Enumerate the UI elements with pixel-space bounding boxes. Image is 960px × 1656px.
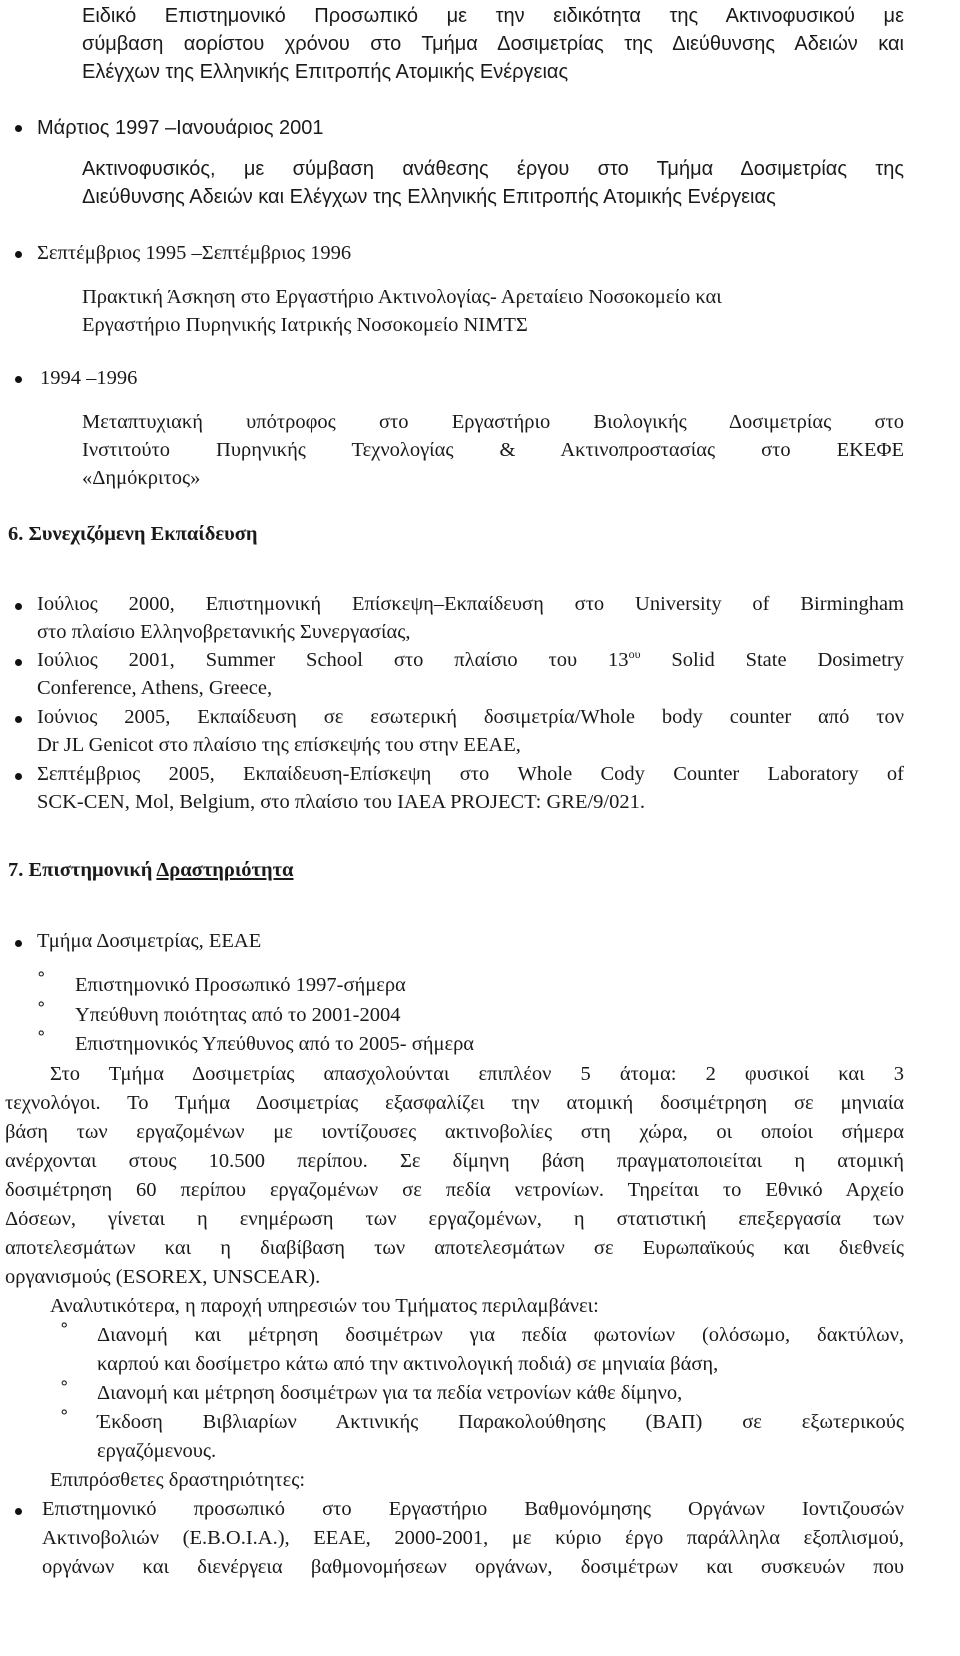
extra-intro: Επιπρόσθετες δραστηριότητες: [50,1469,306,1491]
paragraph-line-1: Στο Τμήμα Δοσιμετρίας απασχολούνται επιπλέον 5 άτομα: 2 φυσικοί και 3 [50,1063,904,1085]
bullet-icon [15,603,22,610]
section-6-title: Συνεχιζόμενη Εκπαίδευση [28,523,258,545]
paragraph-line-6: Δόσεων, γίνεται η ενημέρωση των εργαζομένων, η στατιστική επεξεργασία των [5,1208,904,1230]
paragraph-line-2: τεχνολόγοι. Το Τμήμα Δοσιμετρίας εξασφαλίζει την ατομική δοσιμέτρηση σε μηνιαία [5,1092,904,1114]
service-2-line-1: Διανομή και μέτρηση δοσιμέτρων για τα πεδία νετρονίων κάθε δίμηνο, [97,1382,683,1404]
circle-bullet-icon: ° [60,1407,69,1427]
section-7-title-underlined: Δραστηριότητα [156,859,294,881]
paragraph-line-8: οργανισμούς (ESOREX, UNSCEAR). [5,1266,321,1288]
bullet-icon [15,716,22,723]
circle-bullet-icon: ° [37,969,46,989]
service-3-line-1: Έκδοση Βιβλιαρίων Ακτινικής Παρακολούθησης (ΒΑΠ) σε εξωτερικούς [97,1411,904,1433]
bullet-icon [15,940,22,947]
circle-bullet-icon: ° [37,999,46,1019]
section-6-number: 6. [8,523,24,545]
experience-desc-2-line-2: Εργαστήριο Πυρηνικής Ιατρικής Νοσοκομείο ΝΙΜΤΣ [82,314,528,336]
bullet-icon [15,773,22,780]
experience-period-3: 1994 –1996 [40,367,138,389]
section-6-heading [8,520,258,548]
service-1-line-2: καρπού και δοσίμετρο κάτω από την ακτινολογική ποδιά) σε μηνιαία βάση, [97,1353,719,1375]
bullet-icon [15,659,22,666]
department-line: Τμήμα Δοσιμετρίας, ΕΕΑΕ [37,930,262,952]
role-3: Επιστημονικός Υπεύθυνος από το 2005- σήμερα [75,1033,475,1055]
circle-bullet-icon: ° [60,1378,69,1398]
extra-activity-line-1: Επιστημονικό προσωπικό στο Εργαστήριο Βαθμονόμησης Οργάνων Ιοντιζουσών [42,1498,904,1520]
education-item-4-line-2: SCK-CEN, Mol, Belgium, στο πλαίσιο του IAEA PROJECT: GRE/9/021. [37,791,645,813]
bullet-icon [15,1508,22,1515]
paragraph-line-7: αποτελεσμάτων και η διαβίβαση των αποτελεσμάτων σε Ευρωπαϊκούς και διεθνείς [5,1237,904,1259]
services-intro: Αναλυτικότερα, η παροχή υπηρεσιών του Τμήματος περιλαμβάνει: [50,1295,599,1317]
section-7-heading: 7. Επιστημονική Δραστηριότητα [8,859,294,881]
education-item-2-line-1: Ιούλιος 2001, Summer School στο πλαίσιο του $13^{o\upsilon}$ Solid State Dosimetry [37,647,904,671]
paragraph-line-3: βάση των εργαζομένων με ιοντίζουσες ακτινοβολίες στη χώρα, οι οποίοι σήμερα [5,1121,904,1143]
experience-desc-2-line-1: Πρακτική Άσκηση στο Εργαστήριο Ακτινολογίας- Αρεταίειο Νοσοκομείο και [82,286,722,308]
experience-period-1: Μάρτιος 1997 –Ιανουάριος 2001 [37,117,324,139]
experience-desc-3-line-3: «Δημόκριτος» [82,467,201,489]
experience-desc-1-line-2: Διεύθυνσης Αδειών και Ελέγχων της Ελληνικής Επιτροπής Ατομικής Ενέργειας [82,186,776,208]
education-item-1-line-1: Ιούλιος 2000, Επιστημονική Επίσκεψη–Εκπαίδευση στο University of Birmingham [37,593,904,615]
role-1: Επιστημονικό Προσωπικό 1997-σήμερα [75,974,406,996]
education-item-1-line-2: στο πλαίσιο Ελληνοβρετανικής Συνεργασίας, [37,621,411,643]
service-1-line-1: Διανομή και μέτρηση δοσιμέτρων για πεδία φωτονίων (ολόσωμο, δακτύλων, [97,1324,904,1346]
experience-desc-1-line-1: Ακτινοφυσικός, με σύμβαση ανάθεσης έργου στο Τμήμα Δοσιμετρίας της [82,158,904,180]
circle-bullet-icon: ° [37,1028,46,1048]
experience-desc-3-line-2: Ινστιτούτο Πυρηνικής Τεχνολογίας & Ακτινοπροστασίας στο ΕΚΕΦΕ [82,439,904,461]
education-item-4-line-1: Σεπτέμβριος 2005, Εκπαίδευση-Επίσκεψη στο Whole Cody Counter Laboratory of [37,763,904,785]
paragraph-line-4: ανέρχονται στους 10.500 περίπου. Σε δίμηνη βάση πραγματοποιείται η ατομική [5,1150,904,1172]
intro-line-2: σύμβαση αορίστου χρόνου στο Τμήμα Δοσιμετρίας της Διεύθυνσης Αδειών και [82,33,904,55]
section-7-number: 7. [8,859,24,881]
bullet-icon [15,125,22,132]
education-item-3-line-2: Dr JL Genicot στο πλαίσιο της επίσκεψής του στην ΕΕΑΕ, [37,734,521,756]
experience-period-2: Σεπτέμβριος 1995 –Σεπτέμβριος 1996 [37,242,352,264]
extra-activity-line-2: Ακτινοβολιών (Ε.Β.Ο.Ι.Α.), ΕΕΑΕ, 2000-2001, με κύριο έργο παράλληλα εξοπλισμού, [42,1527,904,1549]
experience-desc-3-line-1: Μεταπτυχιακή υπότροφος στο Εργαστήριο Βιολογικής Δοσιμετρίας στο [82,411,904,433]
intro-line-1: Ειδικό Επιστημονικό Προσωπικό με την ειδικότητα της Ακτινοφυσικού με [82,5,904,27]
role-2: Υπεύθυνη ποιότητας από το 2001-2004 [75,1004,401,1026]
intro-line-3: Ελέγχων της Ελληνικής Επιτροπής Ατομικής Ενέργειας [82,61,569,83]
bullet-icon [15,376,22,383]
extra-activity-line-3: οργάνων και διενέργεια βαθμονομήσεων οργάνων, δοσιμέτρων και συσκευών που [42,1556,904,1578]
paragraph-line-5: δοσιμέτρηση 60 περίπου εργαζομένων σε πεδία νετρονίων. Τηρείται το Εθνικό Αρχείο [5,1179,904,1201]
circle-bullet-icon: ° [60,1320,69,1340]
service-3-line-2: εργαζόμενους. [97,1440,217,1462]
education-item-2-line-2: Conference, Athens, Greece, [37,677,273,699]
bullet-icon [15,251,22,258]
education-item-3-line-1: Ιούνιος 2005, Εκπαίδευση σε εσωτερική δοσιμετρία/Whole body counter από τον [37,706,904,728]
